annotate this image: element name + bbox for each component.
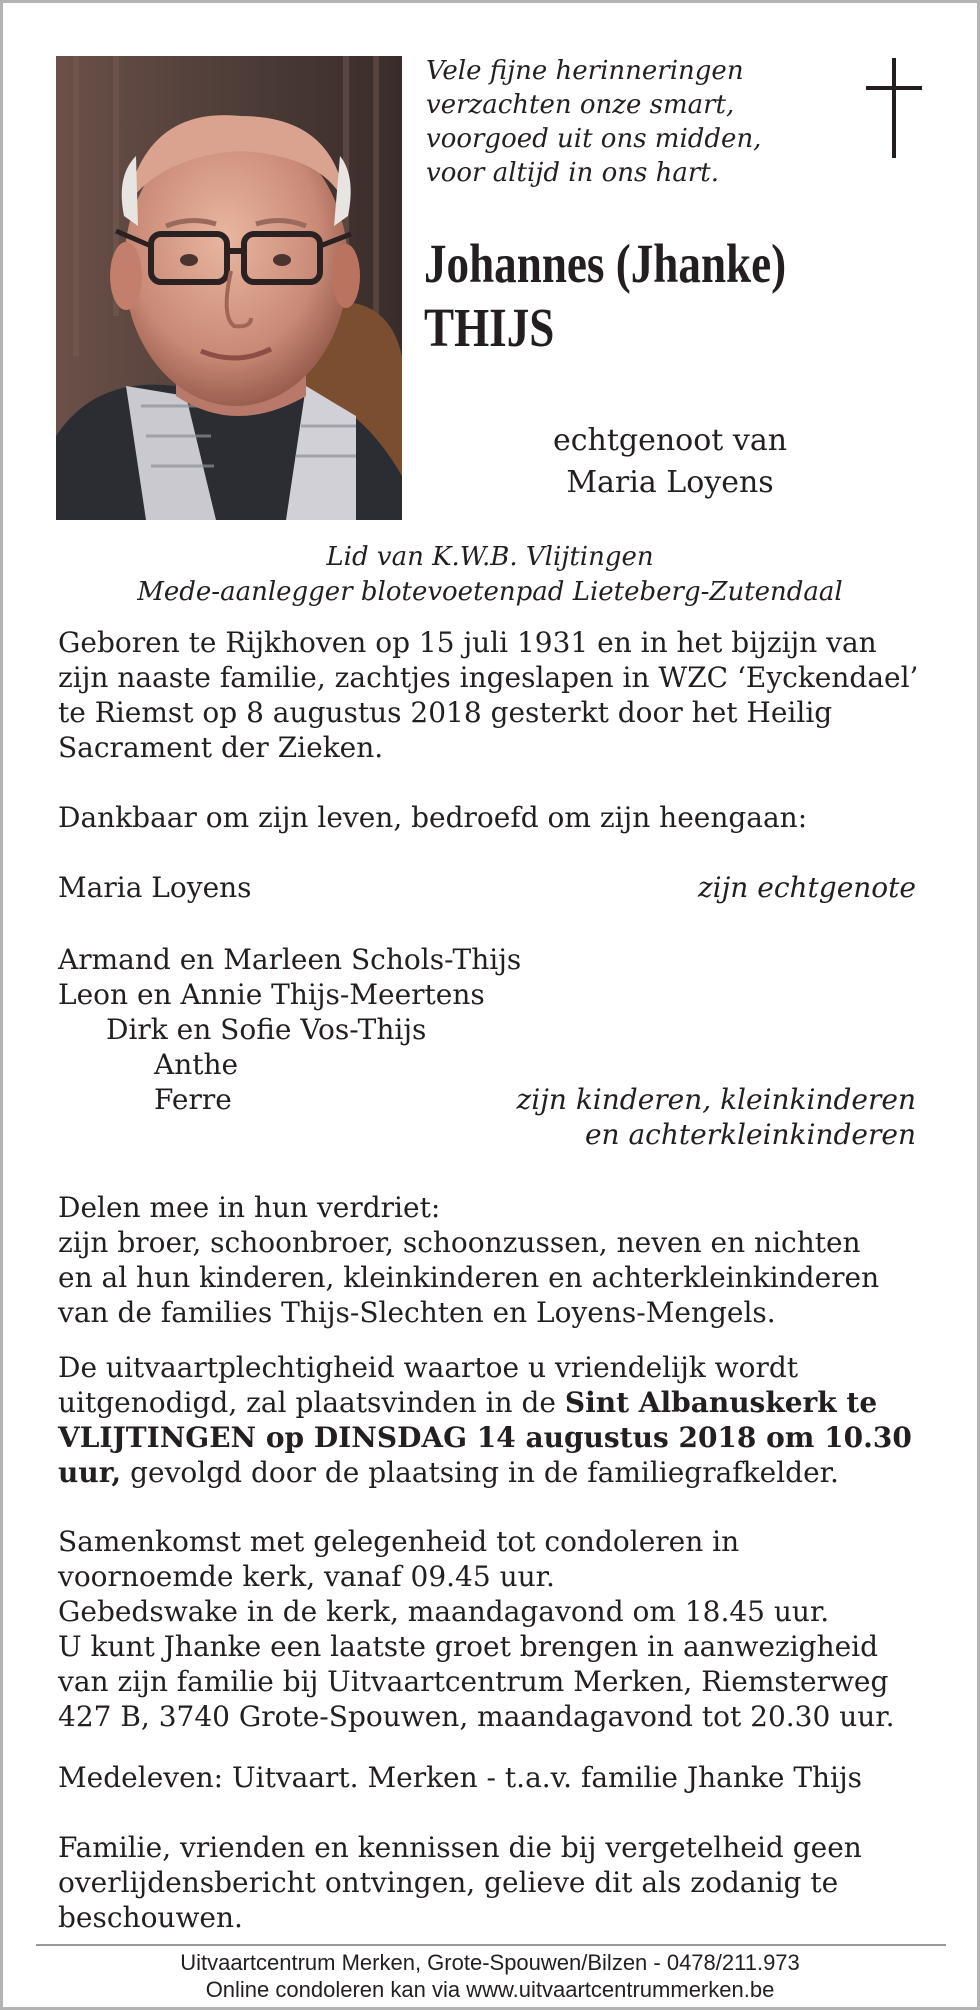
paragraph-line: Medeleven: Uitvaart. Merken - t.a.v. familie Jhanke Thijs	[58, 1761, 863, 1794]
membership-line: Mede-aanlegger blotevoetenpad Lieteberg-Zutendaal	[137, 577, 843, 607]
paragraph-line: Delen mee in hun verdriet:	[58, 1191, 441, 1224]
condolence-address	[58, 1760, 928, 1795]
gathering-paragraph	[58, 1524, 928, 1734]
notice-paragraph	[58, 1830, 928, 1935]
children-role: en achterkleinkinderen	[584, 1118, 916, 1151]
paragraph-line: Samenkomst met gelegenheid tot condoleren in	[58, 1525, 740, 1558]
paragraph-line	[58, 1455, 928, 1490]
funeral-date: VLIJTINGEN op DINSDAG 14 augustus 2018 om 10.30	[58, 1421, 912, 1454]
funeral-church: Sint Albanuskerk te	[564, 1386, 878, 1419]
child-name: Armand en Marleen Schols-Thijs	[58, 943, 522, 976]
paragraph-line: zijn broer, schoonbroer, schoonzussen, neven en nichten	[58, 1226, 861, 1259]
membership-line: Lid van K.W.B. Vlijtingen	[326, 542, 654, 572]
paragraph-line	[58, 1385, 928, 1420]
great-grandchild-name: Ferre	[154, 1083, 232, 1116]
grateful-line	[58, 800, 928, 835]
children-list	[58, 942, 916, 1152]
share-grief-paragraph	[58, 1190, 928, 1330]
membership-info	[0, 540, 980, 610]
paragraph-line: beschouwen.	[58, 1901, 243, 1934]
child-name: Leon en Annie Thijs-Meertens	[58, 978, 485, 1011]
footer-divider	[36, 1944, 946, 1946]
wife-row	[58, 870, 916, 905]
footer-website: Online condoleren kan via www.uitvaartcentrummerken.be	[205, 1977, 775, 2002]
paragraph-line: Familie, vrienden en kennissen die bij vergetelheid geen	[58, 1831, 862, 1864]
paragraph-line: te Riemst op 8 augustus 2018 gesterkt door het Heilig	[58, 696, 833, 729]
birth-death-paragraph	[58, 625, 928, 765]
spouse-info	[520, 420, 820, 504]
spouse-name: Maria Loyens	[566, 465, 774, 500]
paragraph-line: Gebedswake in de kerk, maandagavond om 18.45 uur.	[58, 1595, 830, 1628]
poem-line: voor altijd in ons hart.	[426, 158, 719, 188]
paragraph-line: voornoemde kerk, vanaf 09.45 uur.	[58, 1560, 555, 1593]
portrait-photo	[56, 56, 402, 520]
paragraph-line: zijn naaste familie, zachtjes ingeslapen in WZC ‘Eyckendael’	[58, 661, 919, 694]
paragraph-line: 427 B, 3740 Grote-Spouwen, maandagavond tot 20.30 uur.	[58, 1700, 895, 1733]
paragraph-line: Sacrament der Zieken.	[58, 731, 384, 764]
paragraph-line: van zijn familie bij Uitvaartcentrum Merken, Riemsterweg	[58, 1665, 889, 1698]
paragraph-line	[58, 1420, 928, 1455]
funeral-text: uitgenodigd, zal plaatsvinden in de	[58, 1386, 565, 1419]
funeral-text: gevolgd door de plaatsing in de familiegrafkelder.	[121, 1456, 839, 1489]
paragraph-line: overlijdensbericht ontvingen, gelieve dit als zodanig te	[58, 1866, 839, 1899]
paragraph-line: en al hun kinderen, kleinkinderen en achterkleinkinderen	[58, 1261, 880, 1294]
deceased-surname: THIJS	[424, 297, 555, 358]
poem	[426, 54, 766, 190]
funeral-time: uur,	[58, 1456, 122, 1489]
spouse-label: echtgenoot van	[552, 423, 788, 458]
footer-contact: Uitvaartcentrum Merken, Grote-Spouwen/Bilzen - 0478/211.973	[180, 1950, 800, 1975]
grandchild-name: Dirk en Sofie Vos-Thijs	[106, 1013, 427, 1046]
paragraph-line: van de families Thijs-Slechten en Loyens-Mengels.	[58, 1296, 776, 1329]
paragraph-line: Geboren te Rijkhoven op 15 juli 1931 en in het bijzijn van	[58, 626, 877, 659]
footer	[0, 1949, 980, 2003]
deceased-name	[424, 232, 818, 360]
funeral-paragraph	[58, 1350, 928, 1490]
paragraph-line: Dankbaar om zijn leven, bedroefd om zijn heengaan:	[58, 801, 808, 834]
wife-name: Maria Loyens	[58, 871, 252, 904]
wife-role: zijn echtgenote	[697, 871, 916, 904]
paragraph-line: De uitvaartplechtigheid waartoe u vriendelijk wordt	[58, 1351, 799, 1384]
paragraph-line: U kunt Jhanke een laatste groet brengen in aanwezigheid	[58, 1630, 879, 1663]
great-grandchild-name: Anthe	[154, 1048, 239, 1081]
children-role: zijn kinderen, kleinkinderen	[516, 1083, 916, 1116]
poem-line: voorgoed uit ons midden,	[426, 124, 762, 154]
cross-icon	[866, 58, 922, 158]
poem-line: Vele fijne herinneringen	[426, 56, 744, 86]
deceased-first-name: Johannes (Jhanke)	[424, 233, 787, 294]
poem-line: verzachten onze smart,	[426, 90, 735, 120]
